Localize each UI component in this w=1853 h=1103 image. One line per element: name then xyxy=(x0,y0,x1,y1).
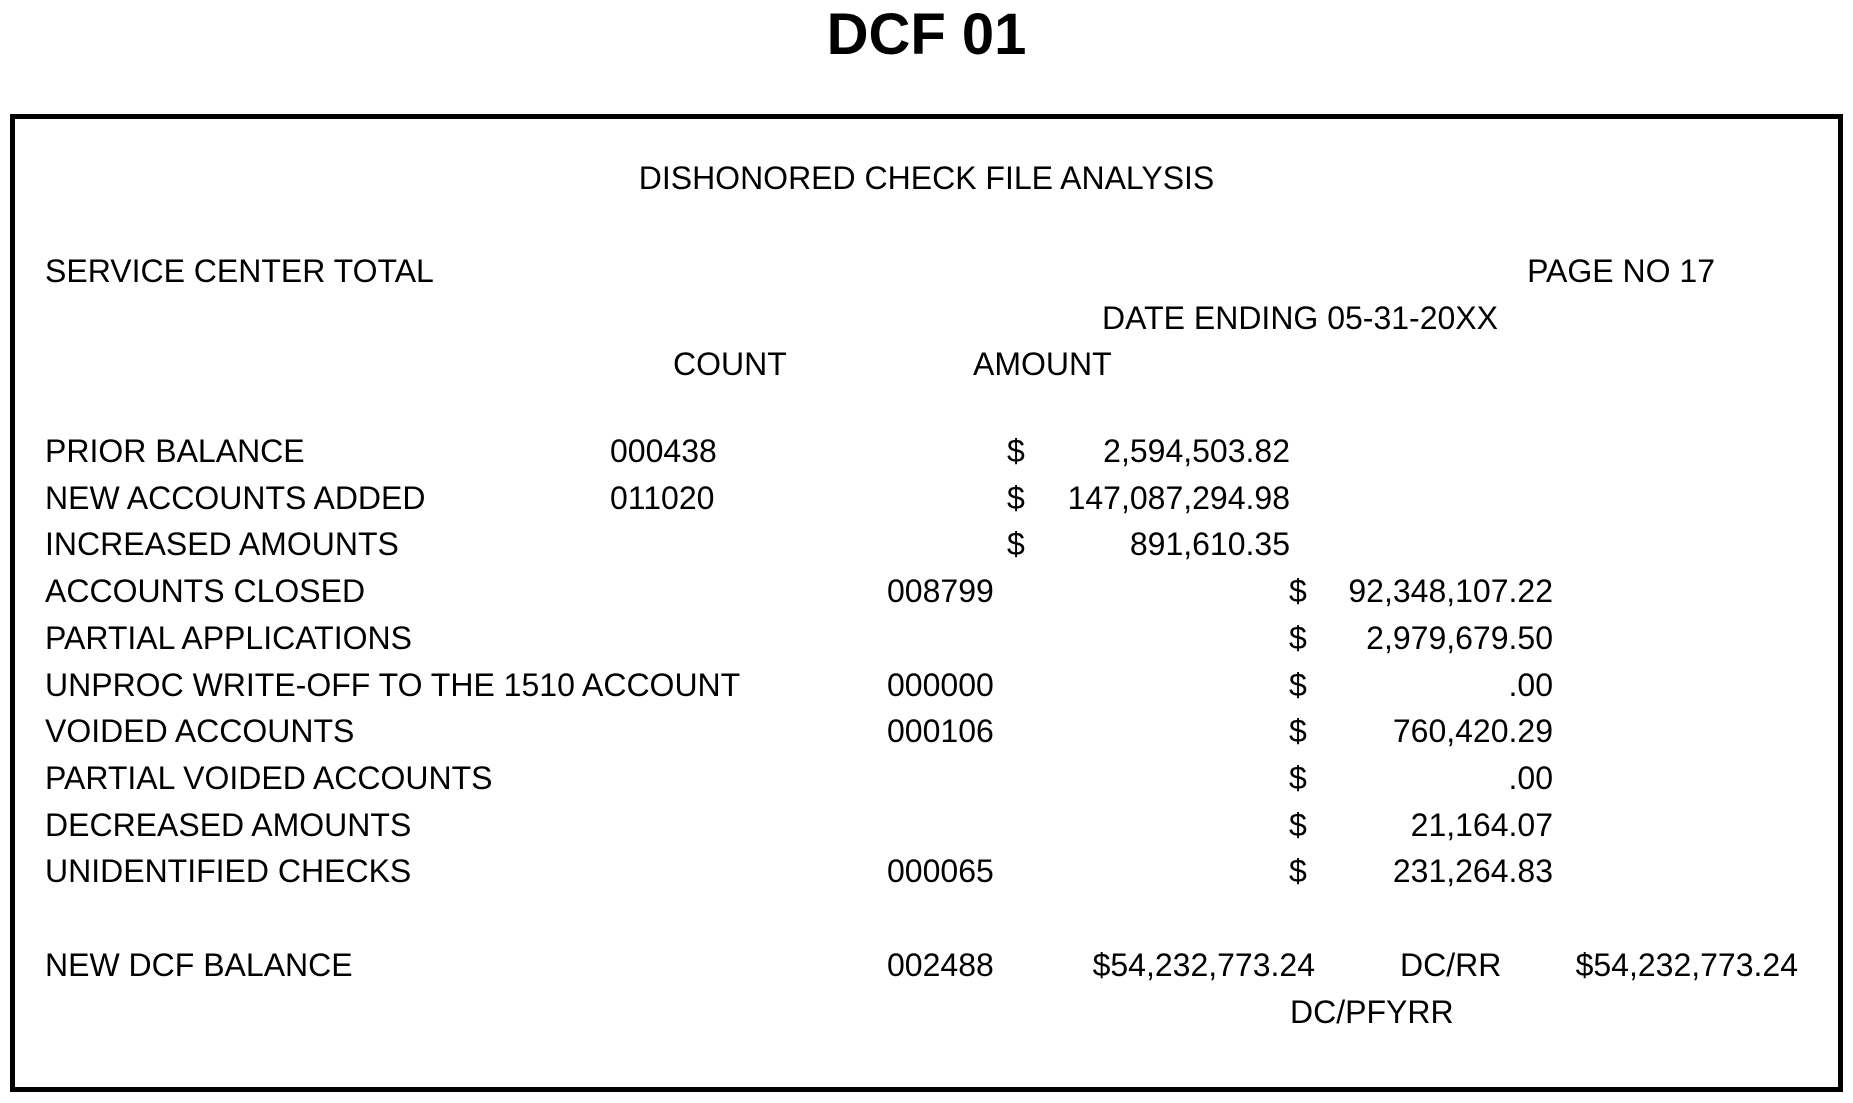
row-label: DECREASED AMOUNTS xyxy=(45,807,412,843)
row-amount: 92,348,107.22 xyxy=(1348,573,1553,609)
scope-label: SERVICE CENTER TOTAL xyxy=(45,253,434,289)
row-dollar-sign: $ xyxy=(1007,526,1025,562)
amount-header: AMOUNT xyxy=(973,346,1112,382)
row-label: PARTIAL VOIDED ACCOUNTS xyxy=(45,760,493,796)
row-label: UNPROC WRITE-OFF TO THE 1510 ACCOUNT xyxy=(45,667,741,703)
balance-amount: $54,232,773.24 xyxy=(1092,947,1315,983)
dc-rr-amount: $54,232,773.24 xyxy=(1575,947,1798,983)
row-dollar-sign: $ xyxy=(1289,853,1307,889)
row-label: VOIDED ACCOUNTS xyxy=(45,713,355,749)
row-amount: 231,264.83 xyxy=(1392,853,1553,889)
row-amount: 147,087,294.98 xyxy=(1067,480,1290,516)
row-dollar-sign: $ xyxy=(1007,480,1025,516)
row-amount: 760,420.29 xyxy=(1392,713,1553,749)
report-box xyxy=(10,114,1843,1092)
balance-label: NEW DCF BALANCE xyxy=(45,947,353,983)
count-header: COUNT xyxy=(673,346,787,382)
row-count: 000000 xyxy=(887,667,994,703)
row-dollar-sign: $ xyxy=(1289,760,1307,796)
row-dollar-sign: $ xyxy=(1289,620,1307,656)
row-label: PRIOR BALANCE xyxy=(45,433,305,469)
row-amount: 21,164.07 xyxy=(1410,807,1553,843)
row-count: 011020 xyxy=(610,480,715,516)
row-label: PARTIAL APPLICATIONS xyxy=(45,620,412,656)
row-dollar-sign: $ xyxy=(1289,667,1307,703)
row-amount: .00 xyxy=(1508,667,1553,703)
row-count: 008799 xyxy=(887,573,994,609)
row-label: INCREASED AMOUNTS xyxy=(45,526,399,562)
row-dollar-sign: $ xyxy=(1289,573,1307,609)
row-label: NEW ACCOUNTS ADDED xyxy=(45,480,426,516)
row-dollar-sign: $ xyxy=(1007,433,1025,469)
row-label: ACCOUNTS CLOSED xyxy=(45,573,366,609)
row-amount: .00 xyxy=(1508,760,1553,796)
row-amount: 891,610.35 xyxy=(1129,526,1290,562)
page-number: PAGE NO 17 xyxy=(1527,253,1715,289)
row-count: 000065 xyxy=(887,853,994,889)
row-amount: 2,594,503.82 xyxy=(1103,433,1290,469)
row-count: 000438 xyxy=(610,433,717,469)
balance-count: 002488 xyxy=(887,947,994,983)
form-id-title: DCF 01 xyxy=(826,2,1027,67)
row-label: UNIDENTIFIED CHECKS xyxy=(45,853,412,889)
row-dollar-sign: $ xyxy=(1289,807,1307,843)
row-count: 000106 xyxy=(887,713,994,749)
report-title: DISHONORED CHECK FILE ANALYSIS xyxy=(638,160,1215,196)
row-dollar-sign: $ xyxy=(1289,713,1307,749)
dc-pfyrr-label: DC/PFYRR xyxy=(1290,994,1454,1030)
date-ending: DATE ENDING 05-31-20XX xyxy=(1102,300,1498,336)
row-amount: 2,979,679.50 xyxy=(1366,620,1553,656)
dc-rr-label: DC/RR xyxy=(1400,947,1502,983)
